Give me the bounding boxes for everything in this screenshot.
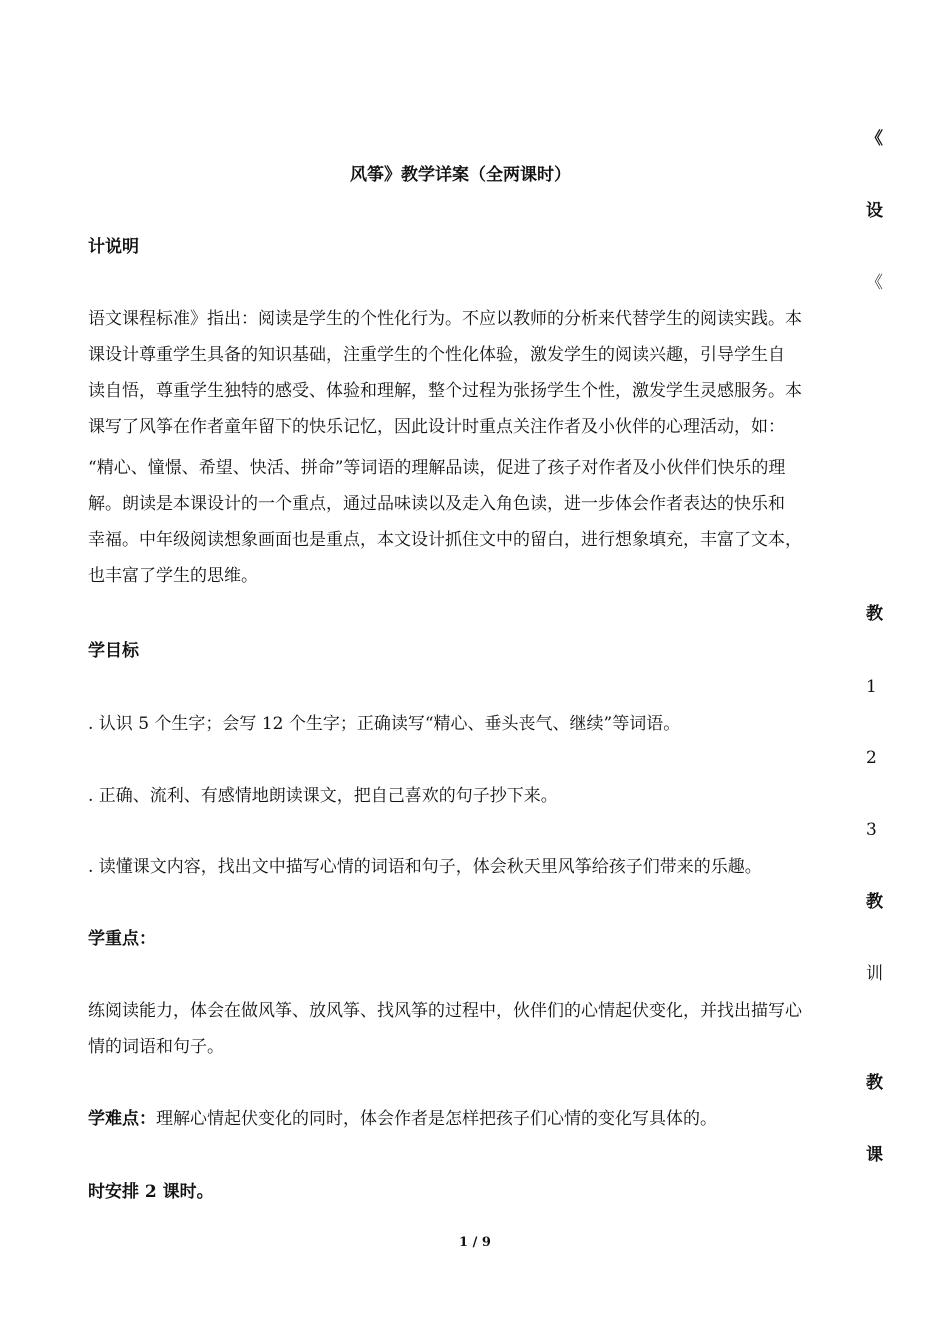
goal-item: . 读懂课文内容，找出文中描写心情的词语和句子，体会秋天里风筝给孩子们带来的乐趣。: [88, 857, 762, 877]
key-heading: 学重点：: [88, 929, 156, 949]
key-line: 练阅读能力，体会在做风筝、放风筝、找风筝的过程中，伙伴们的心情起伏变化，并找出描写心: [88, 1001, 802, 1021]
goal-item: . 正确、流利、有感情地朗读课文，把自己喜欢的句子抄下来。: [88, 786, 558, 806]
goal-item: . 认识 5 个生字；会写 12 个生字；正确读写“精心、垂头丧气、继续”等词语。: [88, 714, 681, 734]
page-number: 1 / 9: [459, 1235, 491, 1250]
design-line: 语文课程标准》指出：阅读是学生的个性化行为。不应以教师的分析来代替学生的阅读实践。本: [88, 309, 802, 329]
key-line: 情的词语和句子。: [88, 1037, 224, 1057]
goal-number: 3: [866, 820, 877, 840]
design-line: 课写了风筝在作者童年留下的快乐记忆，因此设计时重点关注作者及小伙伴的心理活动，如：: [88, 417, 785, 437]
goals-heading: 学目标: [88, 641, 139, 661]
design-line: “精心、憧憬、希望、快活、拼命”等词语的理解品读，促进了孩子对作者及小伙伴们快乐的理: [88, 458, 786, 478]
design-line: 读自悟，尊重学生独特的感受、体验和理解，整个过程为张扬学生个性，激发学生灵感服务。本: [88, 381, 802, 401]
schedule-heading-char: 课: [866, 1145, 883, 1165]
difficulty-label: 学难点：: [88, 1109, 156, 1129]
schedule-text: 时安排 2 课时。: [88, 1182, 214, 1202]
design-heading: 计说明: [88, 237, 139, 257]
difficulty-heading-char: 教: [866, 1073, 883, 1093]
goal-number: 1: [866, 677, 877, 697]
key-marker: 训: [866, 964, 883, 984]
difficulty-text: 理解心情起伏变化的同时，体会作者是怎样把孩子们心情的变化写具体的。: [156, 1109, 717, 1129]
title-prefix: 《: [866, 129, 883, 149]
key-heading-char: 教: [866, 892, 883, 912]
goal-number: 2: [866, 748, 877, 768]
design-line: 也丰富了学生的思维。: [88, 566, 258, 586]
difficulty-line: [88, 1109, 717, 1129]
goals-heading-char: 教: [866, 604, 883, 624]
design-line: 解。朗读是本课设计的一个重点，通过品味读以及走入角色读，进一步体会作者表达的快乐和: [88, 494, 785, 514]
design-marker: 《: [866, 273, 883, 293]
design-heading-char: 设: [866, 201, 883, 221]
design-line: 课设计尊重学生具备的知识基础，注重学生的个性化体验，激发学生的阅读兴趣，引导学生自: [88, 345, 785, 365]
page-title: 风筝》教学详案（全两课时）: [350, 165, 571, 185]
design-line: 幸福。中年级阅读想象画面也是重点，本文设计抓住文中的留白，进行想象填充，丰富了文本，: [88, 530, 802, 550]
